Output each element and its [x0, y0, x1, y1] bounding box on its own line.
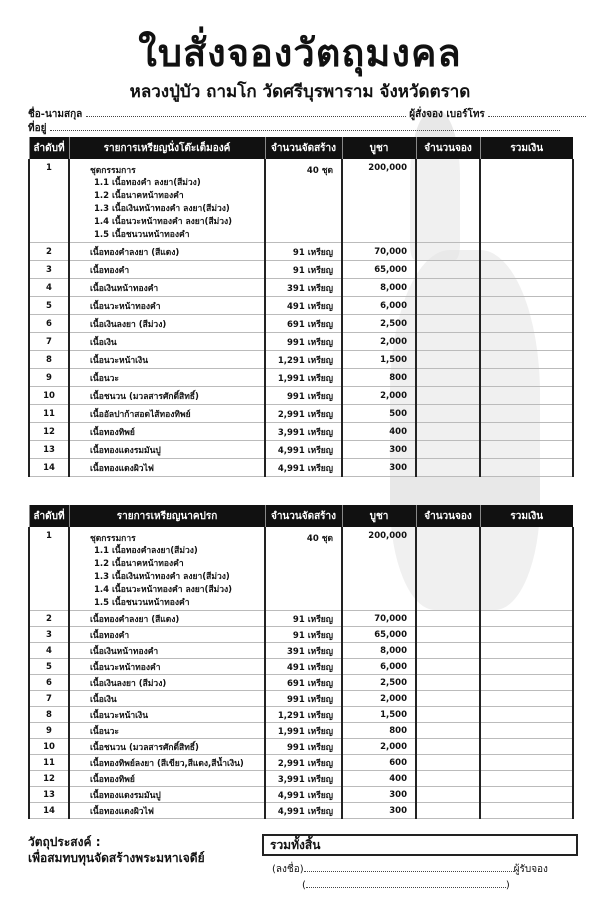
- reserve-quantity-field[interactable]: [416, 691, 480, 707]
- row-number: 4: [29, 643, 69, 659]
- table-row: [29, 315, 573, 333]
- sub-item: 1.1 เนื้อทองคำลงยา(สีม่วง): [94, 546, 198, 556]
- item-cell: [69, 351, 265, 369]
- item-cell: [69, 675, 265, 691]
- quantity-cell: 991 เหรียญ: [265, 333, 342, 351]
- item-cell: [69, 787, 265, 803]
- reserve-quantity-field[interactable]: [416, 405, 480, 423]
- row-number: 14: [29, 803, 69, 819]
- item-name: เนื้อเงินหน้าทองคำ: [90, 646, 159, 657]
- price-cell: 1,500: [342, 351, 416, 369]
- price-cell: 2,000: [342, 333, 416, 351]
- price-cell: 400: [342, 771, 416, 787]
- item-cell: [69, 611, 265, 627]
- purpose-block: [28, 834, 205, 866]
- item-cell: [69, 261, 265, 279]
- total-amount-field[interactable]: [480, 279, 573, 297]
- item-name: เนื้อเงิน: [90, 337, 117, 348]
- item-cell: [69, 739, 265, 755]
- row-number: 13: [29, 441, 69, 459]
- purpose-text: เพื่อสมทบทุนจัดสร้างพระมหาเจดีย์: [28, 851, 205, 865]
- table-row: [29, 243, 573, 261]
- price-cell: 2,500: [342, 315, 416, 333]
- item-cell: [69, 405, 265, 423]
- quantity-cell: 3,991 เหรียญ: [265, 771, 342, 787]
- sub-item: 1.4 เนื้อนวะหน้าทองคำ ลงยา(สีม่วง): [94, 585, 233, 595]
- price-cell: 65,000: [342, 627, 416, 643]
- total-amount-field[interactable]: [480, 627, 573, 643]
- reserve-quantity-field[interactable]: [416, 723, 480, 739]
- price-cell: 300: [342, 441, 416, 459]
- item-name: เนื้อทองทิพย์: [90, 427, 135, 438]
- total-amount-field[interactable]: [480, 159, 573, 243]
- item-cell: [69, 659, 265, 675]
- price-cell: 300: [342, 459, 416, 477]
- quantity-cell: 91 เหรียญ: [265, 627, 342, 643]
- signature-line: [272, 862, 548, 877]
- column-quantity-header: จำนวนจัดสร้าง: [265, 137, 342, 159]
- reserve-quantity-field[interactable]: [416, 441, 480, 459]
- row-number: 5: [29, 297, 69, 315]
- price-cell: 2,000: [342, 691, 416, 707]
- orderer-phone-label: ผู้สั่งจอง เบอร์โทร: [409, 109, 485, 120]
- table-row: [29, 261, 573, 279]
- reserve-quantity-field[interactable]: [416, 707, 480, 723]
- sign-suffix: ผู้รับจอง: [513, 864, 548, 875]
- quantity-cell: 3,991 เหรียญ: [265, 423, 342, 441]
- quantity-cell: 4,991 เหรียญ: [265, 787, 342, 803]
- item-cell: [69, 423, 265, 441]
- item-cell: [69, 707, 265, 723]
- total-amount-field[interactable]: [480, 643, 573, 659]
- quantity-cell: 40 ชุด: [265, 527, 342, 611]
- item-name: เนื้อนวะ: [90, 726, 119, 737]
- row-number: 11: [29, 755, 69, 771]
- table-row: [29, 369, 573, 387]
- row-number: 13: [29, 787, 69, 803]
- total-amount-field[interactable]: [480, 423, 573, 441]
- price-cell: 8,000: [342, 643, 416, 659]
- column-item-header: รายการเหรียญนั่งโต๊ะเต็มองค์: [69, 137, 265, 159]
- column-number-header: ลำดับที่: [29, 137, 69, 159]
- name-close: ): [505, 880, 510, 891]
- reserve-quantity-field[interactable]: [416, 611, 480, 627]
- total-amount-field[interactable]: [480, 659, 573, 675]
- table-row: [29, 707, 573, 723]
- row-number: 12: [29, 771, 69, 787]
- table-row: [29, 405, 573, 423]
- row-number: 2: [29, 611, 69, 627]
- row-number: 8: [29, 707, 69, 723]
- row-number: 2: [29, 243, 69, 261]
- quantity-cell: 4,991 เหรียญ: [265, 803, 342, 819]
- price-cell: 2,000: [342, 739, 416, 755]
- table-row: [29, 771, 573, 787]
- row-number: 3: [29, 261, 69, 279]
- reserve-quantity-field[interactable]: [416, 159, 480, 243]
- total-amount-field[interactable]: [480, 459, 573, 477]
- row-number: 3: [29, 627, 69, 643]
- table-row: [29, 159, 573, 243]
- item-name: เนื้อทองคำลงยา (สีแดง): [90, 247, 180, 258]
- order-table-naga-coin: [28, 505, 574, 819]
- price-cell: 8,000: [342, 279, 416, 297]
- column-price-header: บูชา: [342, 505, 416, 527]
- price-cell: 200,000: [342, 159, 416, 243]
- item-name: เนื้อทองคำ: [90, 630, 130, 641]
- order-table-seated-coin: [28, 137, 574, 477]
- price-cell: 70,000: [342, 611, 416, 627]
- name-field[interactable]: [86, 107, 406, 117]
- item-cell: [69, 527, 265, 611]
- reserve-quantity-field[interactable]: [416, 771, 480, 787]
- item-cell: [69, 387, 265, 405]
- item-name: เนื้อทองแดงผิวไฟ: [90, 463, 154, 474]
- quantity-cell: 691 เหรียญ: [265, 315, 342, 333]
- price-cell: 70,000: [342, 243, 416, 261]
- printed-name-field[interactable]: [306, 878, 506, 888]
- item-cell: [69, 803, 265, 819]
- form-subtitle: หลวงปู่บัว ถามโก วัดศรีบุรพาราม จังหวัดตราด: [129, 82, 471, 102]
- reserve-quantity-field[interactable]: [416, 643, 480, 659]
- price-cell: 800: [342, 369, 416, 387]
- item-cell: [69, 441, 265, 459]
- sub-item: 1.3 เนื้อเงินหน้าทองคำ ลงยา(สีม่วง): [94, 572, 230, 582]
- quantity-cell: 1,991 เหรียญ: [265, 723, 342, 739]
- item-name: เนื้อทองแดงผิวไฟ: [90, 806, 154, 817]
- item-name: ชุดกรรมการ: [90, 166, 136, 176]
- reserve-quantity-field[interactable]: [416, 659, 480, 675]
- quantity-cell: 2,991 เหรียญ: [265, 405, 342, 423]
- price-cell: 300: [342, 787, 416, 803]
- reserve-quantity-field[interactable]: [416, 387, 480, 405]
- row-number: 4: [29, 279, 69, 297]
- table-row: [29, 755, 573, 771]
- price-cell: 2,500: [342, 675, 416, 691]
- reserve-quantity-field[interactable]: [416, 627, 480, 643]
- table-row: [29, 691, 573, 707]
- table-row: [29, 387, 573, 405]
- table-row: [29, 643, 573, 659]
- table-row: [29, 675, 573, 691]
- quantity-cell: 491 เหรียญ: [265, 297, 342, 315]
- item-name: เนื้อทองทิพย์: [90, 774, 135, 785]
- row-number: 7: [29, 691, 69, 707]
- total-amount-field[interactable]: [480, 611, 573, 627]
- column-number-header: ลำดับที่: [29, 505, 69, 527]
- quantity-cell: 1,991 เหรียญ: [265, 369, 342, 387]
- quantity-cell: 91 เหรียญ: [265, 243, 342, 261]
- reserve-quantity-field[interactable]: [416, 279, 480, 297]
- reserve-quantity-field[interactable]: [416, 243, 480, 261]
- table-row: [29, 627, 573, 643]
- total-amount-field[interactable]: [480, 315, 573, 333]
- row-number: 14: [29, 459, 69, 477]
- reserve-quantity-field[interactable]: [416, 787, 480, 803]
- sub-item: 1.1 เนื้อทองคำ ลงยา(สีม่วง): [94, 178, 201, 188]
- table-row: [29, 659, 573, 675]
- quantity-cell: 391 เหรียญ: [265, 643, 342, 659]
- column-total-header: รวมเงิน: [480, 505, 573, 527]
- item-name: เนื้อทองคำ: [90, 265, 130, 276]
- table-row: [29, 297, 573, 315]
- quantity-cell: 91 เหรียญ: [265, 261, 342, 279]
- item-name: เนื้อเงินลงยา (สีม่วง): [90, 319, 167, 330]
- name-line: [28, 107, 586, 122]
- item-name: เนื้อเงินหน้าทองคำ: [90, 283, 159, 294]
- table-row: [29, 423, 573, 441]
- table-row: [29, 279, 573, 297]
- column-total-header: รวมเงิน: [480, 137, 573, 159]
- total-amount-field[interactable]: [480, 691, 573, 707]
- item-cell: [69, 315, 265, 333]
- column-item-header: รายการเหรียญนาคปรก: [69, 505, 265, 527]
- row-number: 5: [29, 659, 69, 675]
- price-cell: 800: [342, 723, 416, 739]
- table-row: [29, 351, 573, 369]
- total-amount-field[interactable]: [480, 787, 573, 803]
- item-cell: [69, 723, 265, 739]
- price-cell: 6,000: [342, 659, 416, 675]
- address-line: [28, 121, 560, 136]
- header-row: [29, 137, 573, 159]
- item-name: เนื้อนวะ: [90, 373, 119, 384]
- item-cell: [69, 243, 265, 261]
- price-cell: 2,000: [342, 387, 416, 405]
- item-name: เนื้อนวะหน้าทองคำ: [90, 662, 161, 673]
- row-number: 6: [29, 675, 69, 691]
- reserve-quantity-field[interactable]: [416, 297, 480, 315]
- table-row: [29, 787, 573, 803]
- quantity-cell: 991 เหรียญ: [265, 691, 342, 707]
- sub-item: 1.5 เนื้อชนวนหน้าทองคำ: [94, 230, 190, 240]
- reserve-quantity-field[interactable]: [416, 261, 480, 279]
- item-cell: [69, 627, 265, 643]
- table-row: [29, 527, 573, 611]
- row-number: 11: [29, 405, 69, 423]
- table-row: [29, 441, 573, 459]
- total-amount-field[interactable]: [480, 675, 573, 691]
- grand-total-box[interactable]: [262, 834, 578, 856]
- reserve-quantity-field[interactable]: [416, 351, 480, 369]
- total-amount-field[interactable]: [480, 707, 573, 723]
- address-field[interactable]: [50, 121, 560, 131]
- row-number: 9: [29, 369, 69, 387]
- sub-item: 1.3 เนื้อเงินหน้าทองคำ ลงยา(สีม่วง): [94, 204, 230, 214]
- quantity-cell: 91 เหรียญ: [265, 611, 342, 627]
- sub-item: 1.4 เนื้อนวะหน้าทองคำ ลงยา(สีม่วง): [94, 217, 233, 227]
- item-cell: [69, 755, 265, 771]
- item-cell: [69, 279, 265, 297]
- row-number: 12: [29, 423, 69, 441]
- item-name: เนื้อนวะหน้าเงิน: [90, 710, 149, 721]
- item-cell: [69, 691, 265, 707]
- price-cell: 1,500: [342, 707, 416, 723]
- sign-prefix: (ลงชื่อ): [272, 864, 304, 875]
- item-name: เนื้อทองแดงรมมันปู: [90, 790, 161, 801]
- total-amount-field[interactable]: [480, 739, 573, 755]
- total-amount-field[interactable]: [480, 369, 573, 387]
- total-amount-field[interactable]: [480, 387, 573, 405]
- item-name: ชุดกรรมการ: [90, 534, 136, 544]
- quantity-cell: 691 เหรียญ: [265, 675, 342, 691]
- table-row: [29, 333, 573, 351]
- item-name: เนื้อชนวน (มวลสารศักดิ์สิทธิ์): [90, 742, 199, 753]
- purpose-label: วัตถุประสงค์ :: [28, 835, 101, 849]
- price-cell: 600: [342, 755, 416, 771]
- item-name: เนื้อทองทิพย์ลงยา (สีเขียว,สีแดง,สีน้ำเงิน): [90, 758, 244, 769]
- reserve-quantity-field[interactable]: [416, 675, 480, 691]
- reserve-quantity-field[interactable]: [416, 369, 480, 387]
- reserve-quantity-field[interactable]: [416, 527, 480, 611]
- price-cell: 65,000: [342, 261, 416, 279]
- item-name: เนื้อนวะหน้าเงิน: [90, 355, 149, 366]
- name-open: (: [302, 880, 306, 891]
- reserve-quantity-field[interactable]: [416, 803, 480, 819]
- row-number: 10: [29, 387, 69, 405]
- address-label: ที่อยู่: [28, 123, 47, 134]
- price-cell: 500: [342, 405, 416, 423]
- item-cell: [69, 643, 265, 659]
- reserve-quantity-field[interactable]: [416, 459, 480, 477]
- column-price-header: บูชา: [342, 137, 416, 159]
- sub-item: 1.2 เนื้อนาคหน้าทองคำ: [94, 559, 184, 569]
- price-cell: 400: [342, 423, 416, 441]
- item-cell: [69, 159, 265, 243]
- reserve-quantity-field[interactable]: [416, 739, 480, 755]
- column-reserve-header: จำนวนจอง: [416, 505, 480, 527]
- item-cell: [69, 333, 265, 351]
- quantity-cell: 4,991 เหรียญ: [265, 459, 342, 477]
- quantity-cell: 991 เหรียญ: [265, 739, 342, 755]
- quantity-cell: 2,991 เหรียญ: [265, 755, 342, 771]
- table-row: [29, 723, 573, 739]
- item-name: เนื้อชนวน (มวลสารศักดิ์สิทธิ์): [90, 391, 199, 402]
- reserve-quantity-field[interactable]: [416, 755, 480, 771]
- row-number: 9: [29, 723, 69, 739]
- item-name: เนื้อทองแดงรมมันปู: [90, 445, 161, 456]
- total-amount-field[interactable]: [480, 261, 573, 279]
- table-row: [29, 739, 573, 755]
- total-amount-field[interactable]: [480, 527, 573, 611]
- item-name: เนื้อเงินลงยา (สีม่วง): [90, 678, 167, 689]
- quantity-cell: 391 เหรียญ: [265, 279, 342, 297]
- quantity-cell: 991 เหรียญ: [265, 387, 342, 405]
- item-cell: [69, 297, 265, 315]
- name-label: ชื่อ-นามสกุล: [28, 109, 83, 120]
- sub-item: 1.2 เนื้อนาคหน้าทองคำ: [94, 191, 184, 201]
- item-name: เนื้อทองคำลงยา (สีแดง): [90, 614, 180, 625]
- table-row: [29, 803, 573, 819]
- printed-name-line: [302, 878, 510, 891]
- total-amount-field[interactable]: [480, 771, 573, 787]
- row-number: 1: [29, 159, 69, 243]
- phone-field[interactable]: [488, 107, 586, 117]
- sub-item: 1.5 เนื้อชนวนหน้าทองคำ: [94, 598, 190, 608]
- row-number: 8: [29, 351, 69, 369]
- quantity-cell: 1,291 เหรียญ: [265, 707, 342, 723]
- row-number: 6: [29, 315, 69, 333]
- quantity-cell: 1,291 เหรียญ: [265, 351, 342, 369]
- total-amount-field[interactable]: [480, 405, 573, 423]
- header-row: [29, 505, 573, 527]
- quantity-cell: 4,991 เหรียญ: [265, 441, 342, 459]
- column-reserve-header: จำนวนจอง: [416, 137, 480, 159]
- total-amount-field[interactable]: [480, 297, 573, 315]
- quantity-cell: 40 ชุด: [265, 159, 342, 243]
- row-number: 10: [29, 739, 69, 755]
- quantity-cell: 491 เหรียญ: [265, 659, 342, 675]
- item-name: เนื้อเงิน: [90, 694, 117, 705]
- form-title: ใบสั่งจองวัตถุมงคล: [138, 30, 462, 75]
- total-amount-field[interactable]: [480, 755, 573, 771]
- price-cell: 6,000: [342, 297, 416, 315]
- reserve-quantity-field[interactable]: [416, 333, 480, 351]
- item-cell: [69, 459, 265, 477]
- column-quantity-header: จำนวนจัดสร้าง: [265, 505, 342, 527]
- price-cell: 300: [342, 803, 416, 819]
- reserve-quantity-field[interactable]: [416, 423, 480, 441]
- total-amount-field[interactable]: [480, 441, 573, 459]
- item-cell: [69, 369, 265, 387]
- item-cell: [69, 771, 265, 787]
- total-amount-field[interactable]: [480, 803, 573, 819]
- price-cell: 200,000: [342, 527, 416, 611]
- total-amount-field[interactable]: [480, 723, 573, 739]
- table-row: [29, 459, 573, 477]
- table-row: [29, 611, 573, 627]
- total-amount-field[interactable]: [480, 351, 573, 369]
- item-name: เนื้ออัลปาก้าสอดไส้ทองทิพย์: [90, 409, 191, 420]
- row-number: 7: [29, 333, 69, 351]
- reserve-quantity-field[interactable]: [416, 315, 480, 333]
- row-number: 1: [29, 527, 69, 611]
- total-amount-field[interactable]: [480, 333, 573, 351]
- grand-total-label: รวมทั้งสิ้น: [270, 838, 321, 852]
- total-amount-field[interactable]: [480, 243, 573, 261]
- item-name: เนื้อนวะหน้าทองคำ: [90, 301, 161, 312]
- signature-field[interactable]: [304, 862, 514, 872]
